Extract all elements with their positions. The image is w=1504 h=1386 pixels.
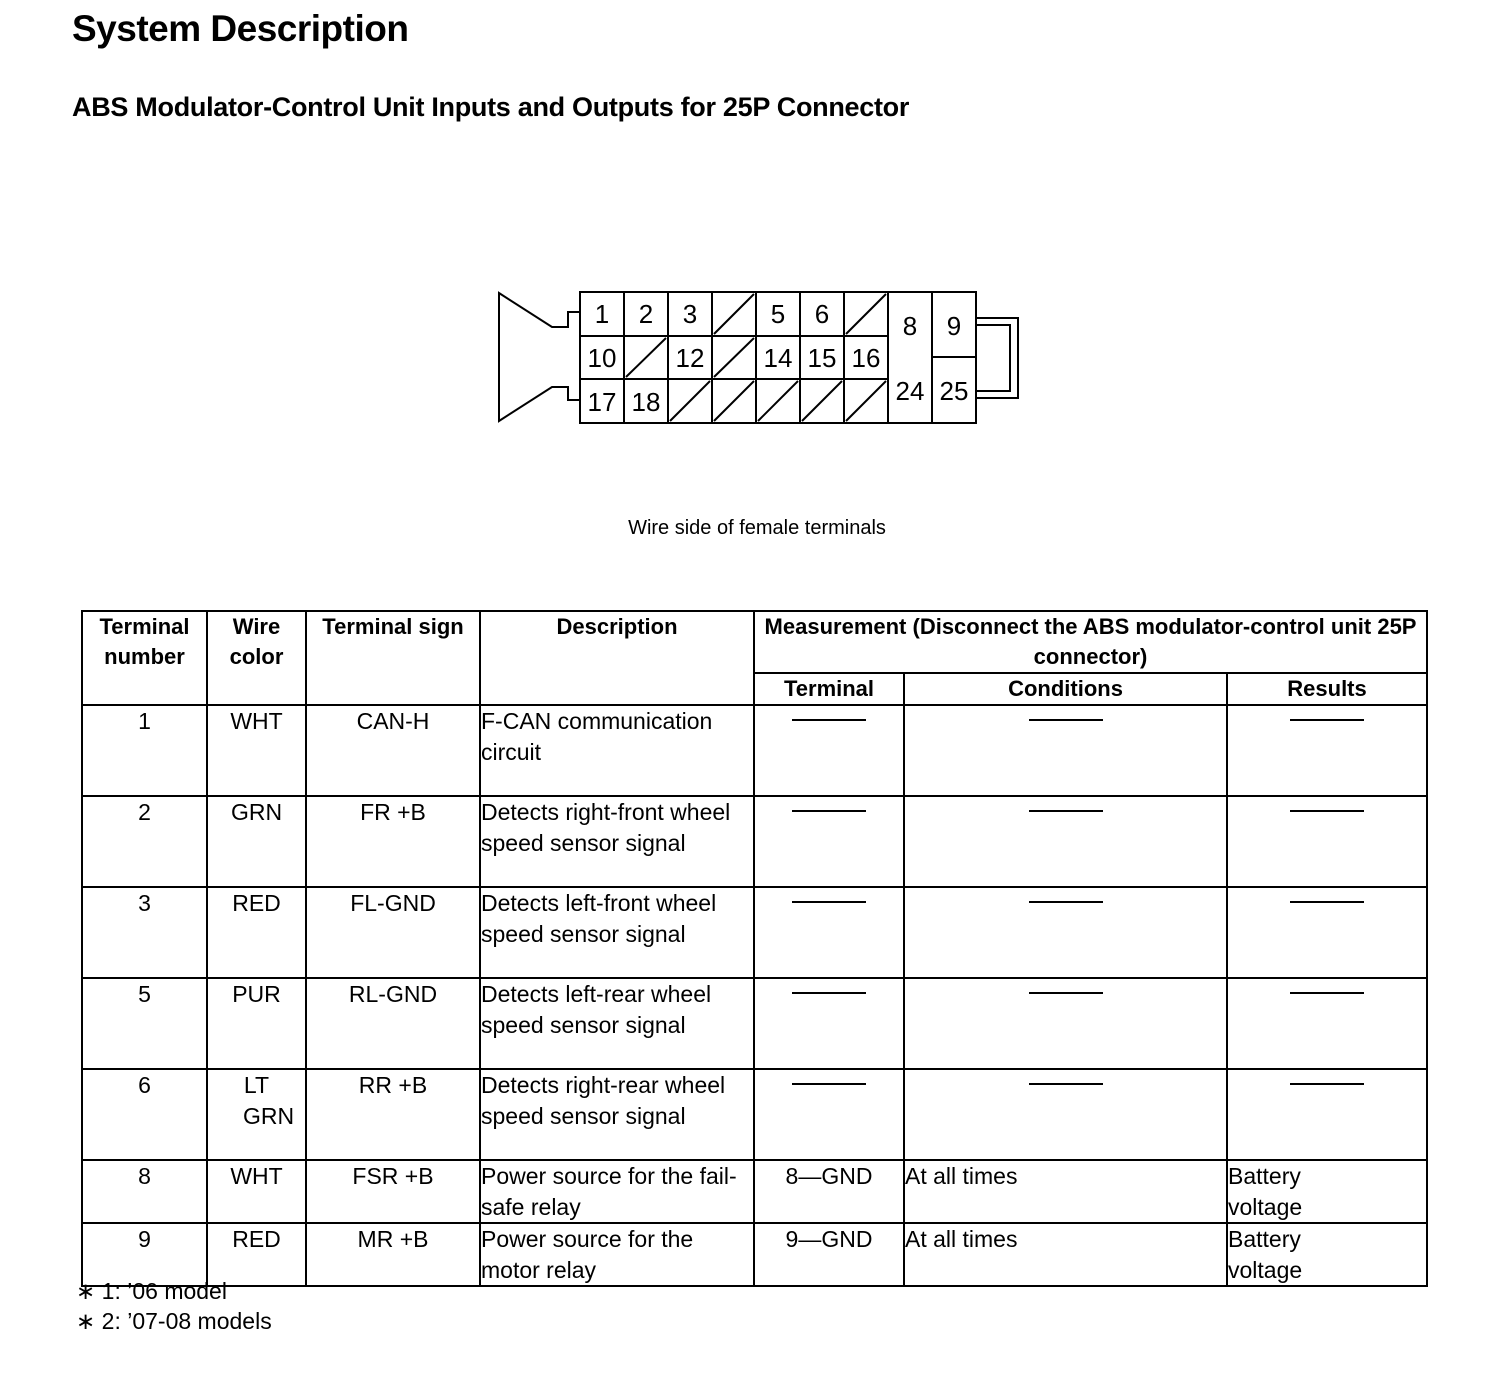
table-row <box>82 1069 1427 1160</box>
wire-color-cell: RED <box>207 1223 306 1286</box>
terminal-number-cell: 9 <box>82 1223 207 1286</box>
not-applicable-dash <box>792 810 866 812</box>
terminal-sign-cell: MR +B <box>306 1223 480 1286</box>
cavity-24: 24 <box>895 376 925 406</box>
terminal-number-cell: 1 <box>82 705 207 796</box>
description-cell: Power source for the motor relay <box>480 1223 754 1286</box>
conditions-cell <box>904 887 1227 978</box>
terminal-number-cell: 2 <box>82 796 207 887</box>
terminal-cell: 8—GND <box>754 1160 904 1223</box>
terminal-sign-cell: RL-GND <box>306 978 480 1069</box>
not-applicable-dash <box>792 1083 866 1085</box>
header-description: Description <box>480 611 754 705</box>
not-applicable-dash <box>1029 810 1103 812</box>
cavity-6: 6 <box>814 299 830 329</box>
header-conditions: Conditions <box>904 673 1227 705</box>
table-row <box>82 1223 1427 1286</box>
not-applicable-dash <box>1290 992 1364 994</box>
table-row <box>82 978 1427 1069</box>
results-cell: Battery voltage <box>1227 1223 1427 1286</box>
results-cell <box>1227 887 1427 978</box>
not-applicable-dash <box>1029 719 1103 721</box>
terminal-cell: 9—GND <box>754 1223 904 1286</box>
header-terminal-sign: Terminal sign <box>306 611 480 705</box>
header-results: Results <box>1227 673 1427 705</box>
wire-color-cell: GRN <box>207 796 306 887</box>
section-subtitle: ABS Modulator-Control Unit Inputs and Outputs for 25P Connector <box>72 92 910 122</box>
description-cell: Detects left-rear wheel speed sensor signal <box>480 978 754 1069</box>
not-applicable-dash <box>1290 719 1364 721</box>
cavity-9: 9 <box>946 311 962 341</box>
conditions-cell <box>904 796 1227 887</box>
description-cell: Detects right-front wheel speed sensor signal <box>480 796 754 887</box>
terminal-sign-cell: FSR +B <box>306 1160 480 1223</box>
table-row <box>82 887 1427 978</box>
results-cell <box>1227 796 1427 887</box>
conditions-cell: At all times <box>904 1223 1227 1286</box>
terminal-cell <box>754 1069 904 1160</box>
not-applicable-dash <box>1029 901 1103 903</box>
connector-caption: Wire side of female terminals <box>628 517 886 539</box>
terminal-number-cell: 8 <box>82 1160 207 1223</box>
cavity-10: 10 <box>587 343 617 373</box>
not-applicable-dash <box>1029 992 1103 994</box>
terminal-table <box>81 610 1428 1287</box>
cavity-17: 17 <box>587 387 617 417</box>
cavity-3: 3 <box>682 299 698 329</box>
cavity-16: 16 <box>851 343 881 373</box>
results-cell <box>1227 705 1427 796</box>
cavity-12: 12 <box>675 343 705 373</box>
results-cell <box>1227 1069 1427 1160</box>
terminal-sign-cell: CAN-H <box>306 705 480 796</box>
description-cell: Detects right-rear wheel speed sensor signal <box>480 1069 754 1160</box>
not-applicable-dash <box>792 901 866 903</box>
footnotes <box>76 1276 272 1336</box>
terminal-cell <box>754 705 904 796</box>
cavity-2: 2 <box>638 299 654 329</box>
connector-lock-tab <box>976 318 1018 398</box>
terminal-sign-cell: RR +B <box>306 1069 480 1160</box>
footnote-2: ∗ 2: ’07-08 models <box>76 1308 272 1334</box>
cavity-18: 18 <box>631 387 661 417</box>
cavity-1: 1 <box>594 299 610 329</box>
not-applicable-dash <box>1029 1083 1103 1085</box>
terminal-number-cell: 3 <box>82 887 207 978</box>
wire-color-cell <box>207 1069 306 1160</box>
wire-color-cell: WHT <box>207 1160 306 1223</box>
not-applicable-dash <box>792 992 866 994</box>
description-cell: F-CAN communication circuit <box>480 705 754 796</box>
description-cell: Power source for the fail-safe relay <box>480 1160 754 1223</box>
table-row <box>82 796 1427 887</box>
header-wire-color: Wire color <box>207 611 306 705</box>
terminal-number-cell: 5 <box>82 978 207 1069</box>
cavity-25: 25 <box>939 376 969 406</box>
page-title: System Description <box>72 8 409 49</box>
terminal-cell <box>754 796 904 887</box>
conditions-cell <box>904 705 1227 796</box>
footnote-1: ∗ 1: ’06 model <box>76 1278 227 1304</box>
table-row <box>82 1160 1427 1223</box>
conditions-cell <box>904 1069 1227 1160</box>
table-row <box>82 705 1427 796</box>
wire-color-cell: PUR <box>207 978 306 1069</box>
cavity-15: 15 <box>807 343 837 373</box>
conditions-cell <box>904 978 1227 1069</box>
wire-color-cell: RED <box>207 887 306 978</box>
header-measurement: Measurement (Disconnect the ABS modulator-control unit 25P connector) <box>754 611 1427 673</box>
terminal-sign-cell: FR +B <box>306 796 480 887</box>
not-applicable-dash <box>1290 810 1364 812</box>
not-applicable-dash <box>1290 901 1364 903</box>
description-cell: Detects left-front wheel speed sensor signal <box>480 887 754 978</box>
cavity-5: 5 <box>770 299 786 329</box>
connector-diagram <box>0 0 1504 500</box>
terminal-cell <box>754 887 904 978</box>
terminal-sign-cell: FL-GND <box>306 887 480 978</box>
not-applicable-dash <box>1290 1083 1364 1085</box>
header-terminal-number: Terminal number <box>82 611 207 705</box>
terminal-cell <box>754 978 904 1069</box>
results-cell: Battery voltage <box>1227 1160 1427 1223</box>
header-terminal: Terminal <box>754 673 904 705</box>
terminal-number-cell: 6 <box>82 1069 207 1160</box>
not-applicable-dash <box>792 719 866 721</box>
conditions-cell: At all times <box>904 1160 1227 1223</box>
results-cell <box>1227 978 1427 1069</box>
wire-color-cell: WHT <box>207 705 306 796</box>
connector-housing <box>499 293 580 421</box>
cavity-8: 8 <box>902 311 918 341</box>
cavity-14: 14 <box>763 343 793 373</box>
wire-color-text: LT GRN <box>243 1072 295 1129</box>
